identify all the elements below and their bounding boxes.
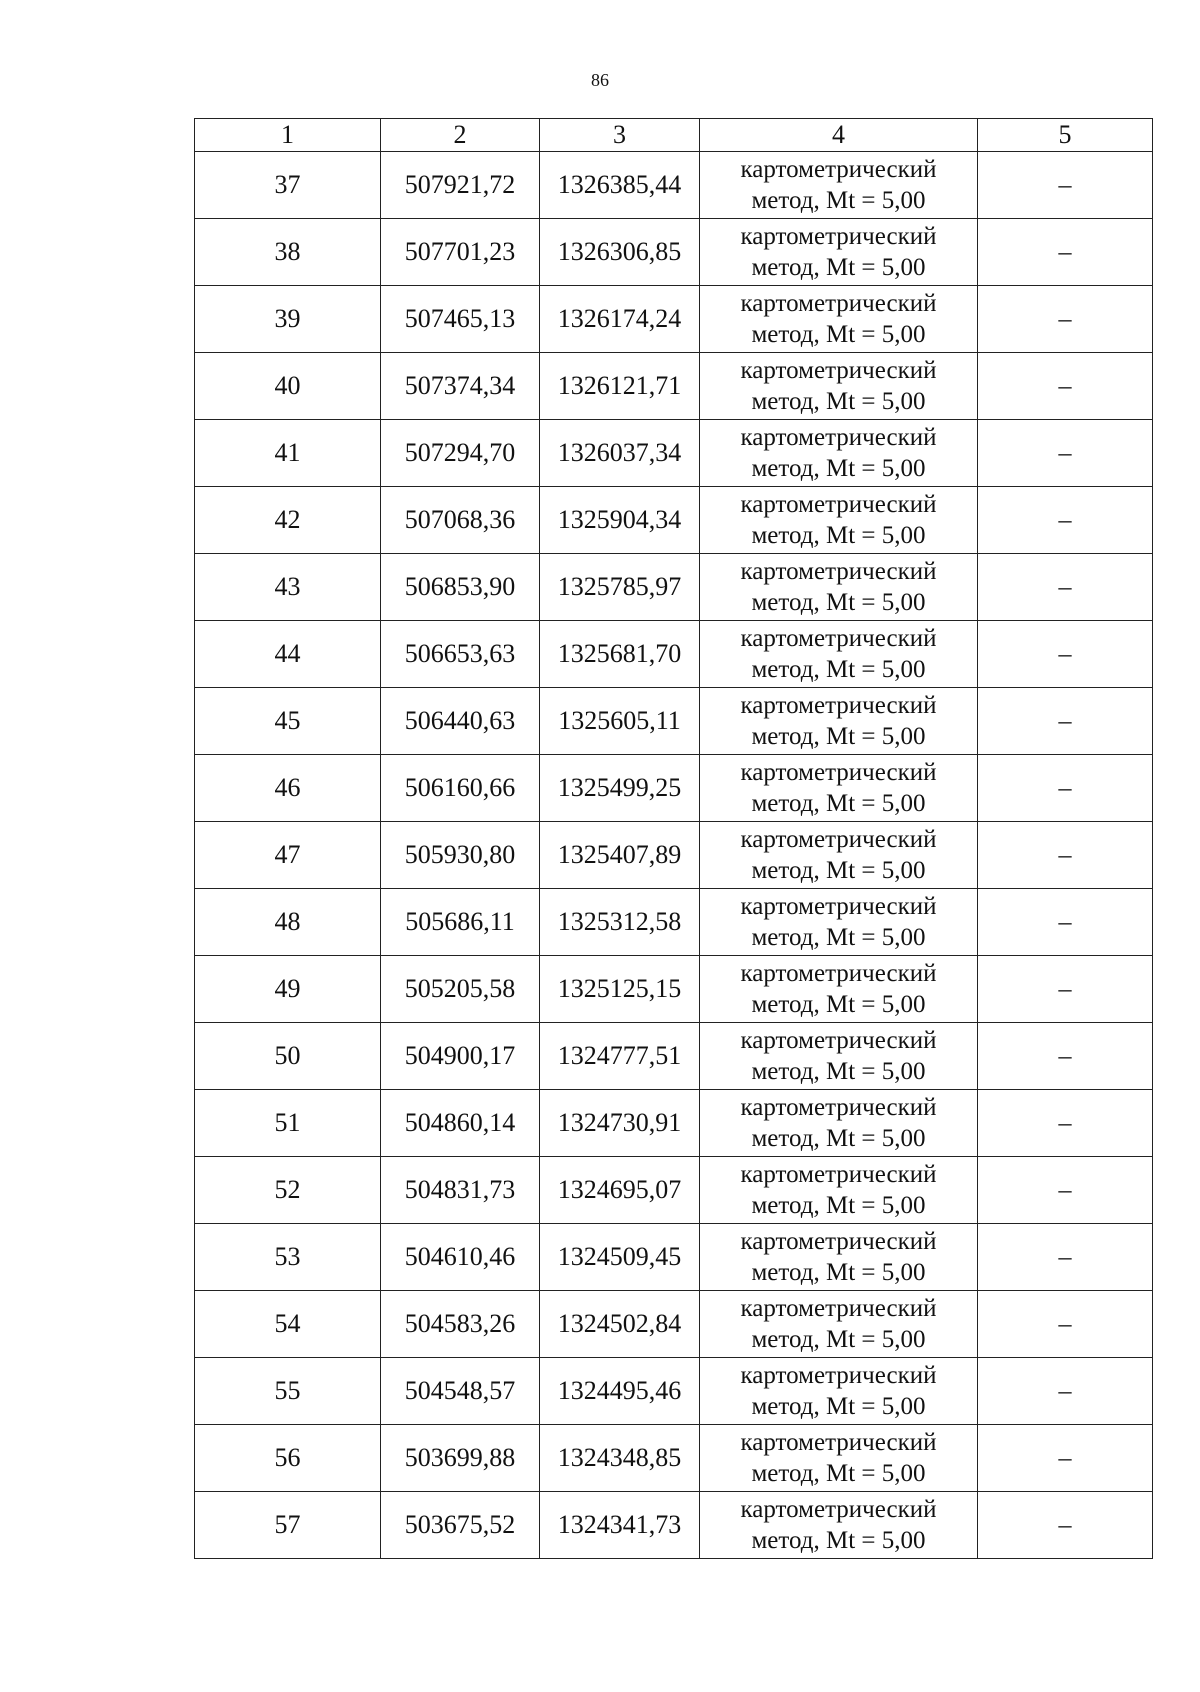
method-line-2: метод, Mt = 5,00 [751,522,926,549]
note-cell: – [978,1492,1153,1559]
method-cell [700,219,978,286]
point-number-cell: 53 [195,1224,381,1291]
coordinate-y-cell: 1326306,85 [540,219,700,286]
table-row [195,1090,1153,1157]
method-line-1: картометрический [740,558,937,585]
coordinate-y-cell: 1324341,73 [540,1492,700,1559]
note-cell: – [978,688,1153,755]
point-number-cell: 46 [195,755,381,822]
method-line-1: картометрический [740,1161,937,1188]
method-cell [700,1358,978,1425]
coordinate-y-cell: 1326037,34 [540,420,700,487]
method-line-1: картометрический [740,692,937,719]
method-line-1: картометрический [740,223,937,250]
point-number-cell: 37 [195,152,381,219]
method-line-2: метод, Mt = 5,00 [751,1460,926,1487]
table-row [195,487,1153,554]
method-line-2: метод, Mt = 5,00 [751,924,926,951]
coordinate-y-cell: 1324502,84 [540,1291,700,1358]
coordinate-y-cell: 1324509,45 [540,1224,700,1291]
table-body [195,152,1153,1559]
coordinate-y-cell: 1324695,07 [540,1157,700,1224]
point-number-cell: 38 [195,219,381,286]
coordinate-y-cell: 1326121,71 [540,353,700,420]
method-line-2: метод, Mt = 5,00 [751,589,926,616]
point-number-cell: 44 [195,621,381,688]
point-number-cell: 56 [195,1425,381,1492]
coordinate-y-cell: 1324730,91 [540,1090,700,1157]
coordinate-y-cell: 1325125,15 [540,956,700,1023]
table-row [195,1358,1153,1425]
coordinate-x-cell: 507294,70 [381,420,540,487]
header-col-5: 5 [978,119,1153,152]
note-cell: – [978,286,1153,353]
coordinate-y-cell: 1324495,46 [540,1358,700,1425]
point-number-cell: 40 [195,353,381,420]
note-cell: – [978,822,1153,889]
coordinate-x-cell: 506653,63 [381,621,540,688]
table-row [195,1291,1153,1358]
table-row [195,286,1153,353]
method-cell [700,956,978,1023]
note-cell: – [978,554,1153,621]
method-cell [700,1090,978,1157]
point-number-cell: 39 [195,286,381,353]
method-cell [700,1425,978,1492]
method-line-2: метод, Mt = 5,00 [751,656,926,683]
coordinate-x-cell: 503699,88 [381,1425,540,1492]
note-cell: – [978,956,1153,1023]
method-cell [700,1224,978,1291]
table-row [195,755,1153,822]
method-line-1: картометрический [740,960,937,987]
table-row [195,822,1153,889]
coordinate-x-cell: 506440,63 [381,688,540,755]
method-cell [700,1157,978,1224]
note-cell: – [978,420,1153,487]
coordinate-y-cell: 1325407,89 [540,822,700,889]
note-cell: – [978,152,1153,219]
note-cell: – [978,889,1153,956]
method-line-2: метод, Mt = 5,00 [751,388,926,415]
coordinate-x-cell: 507921,72 [381,152,540,219]
coordinate-y-cell: 1325499,25 [540,755,700,822]
table-row [195,956,1153,1023]
method-cell [700,1291,978,1358]
coordinate-x-cell: 507068,36 [381,487,540,554]
coordinate-x-cell: 507374,34 [381,353,540,420]
coordinate-x-cell: 505686,11 [381,889,540,956]
point-number-cell: 57 [195,1492,381,1559]
note-cell: – [978,1023,1153,1090]
method-cell [700,1023,978,1090]
table-row [195,420,1153,487]
coordinate-y-cell: 1326174,24 [540,286,700,353]
coordinate-x-cell: 504548,57 [381,1358,540,1425]
note-cell: – [978,1157,1153,1224]
coordinate-y-cell: 1324777,51 [540,1023,700,1090]
coordinates-table [194,118,1153,1559]
coordinate-y-cell: 1325904,34 [540,487,700,554]
coordinate-y-cell: 1326385,44 [540,152,700,219]
coordinate-y-cell: 1324348,85 [540,1425,700,1492]
point-number-cell: 42 [195,487,381,554]
method-line-2: метод, Mt = 5,00 [751,857,926,884]
method-line-2: метод, Mt = 5,00 [751,790,926,817]
coordinate-x-cell: 504900,17 [381,1023,540,1090]
point-number-cell: 55 [195,1358,381,1425]
method-line-1: картометрический [740,290,937,317]
note-cell: – [978,1425,1153,1492]
method-line-2: метод, Mt = 5,00 [751,187,926,214]
method-cell [700,286,978,353]
method-line-2: метод, Mt = 5,00 [751,723,926,750]
method-line-2: метод, Mt = 5,00 [751,254,926,281]
point-number-cell: 47 [195,822,381,889]
method-line-2: метод, Mt = 5,00 [751,991,926,1018]
coordinate-y-cell: 1325605,11 [540,688,700,755]
method-line-2: метод, Mt = 5,00 [751,1527,926,1554]
coordinate-x-cell: 504583,26 [381,1291,540,1358]
method-cell [700,1492,978,1559]
point-number-cell: 50 [195,1023,381,1090]
note-cell: – [978,353,1153,420]
page-number: 86 [591,70,609,90]
method-cell [700,822,978,889]
header-col-2: 2 [381,119,540,152]
point-number-cell: 41 [195,420,381,487]
table-row [195,1425,1153,1492]
note-cell: – [978,487,1153,554]
table-row [195,1224,1153,1291]
header-col-4: 4 [700,119,978,152]
point-number-cell: 51 [195,1090,381,1157]
note-cell: – [978,755,1153,822]
point-number-cell: 49 [195,956,381,1023]
coordinate-x-cell: 504610,46 [381,1224,540,1291]
method-line-1: картометрический [740,1094,937,1121]
method-line-2: метод, Mt = 5,00 [751,1192,926,1219]
method-line-1: картометрический [740,491,937,518]
point-number-cell: 52 [195,1157,381,1224]
method-line-1: картометрический [740,156,937,183]
point-number-cell: 45 [195,688,381,755]
note-cell: – [978,219,1153,286]
note-cell: – [978,1358,1153,1425]
coordinate-x-cell: 506160,66 [381,755,540,822]
coordinate-x-cell: 504831,73 [381,1157,540,1224]
header-row [195,119,1153,152]
note-cell: – [978,1291,1153,1358]
table-row [195,1492,1153,1559]
table-row [195,152,1153,219]
coordinate-x-cell: 505930,80 [381,822,540,889]
coordinate-x-cell: 505205,58 [381,956,540,1023]
table-row [195,1157,1153,1224]
point-number-cell: 43 [195,554,381,621]
table-row [195,219,1153,286]
method-line-1: картометрический [740,357,937,384]
coordinate-x-cell: 506853,90 [381,554,540,621]
method-line-1: картометрический [740,1429,937,1456]
coordinate-x-cell: 503675,52 [381,1492,540,1559]
method-cell [700,353,978,420]
point-number-cell: 54 [195,1291,381,1358]
table-row [195,688,1153,755]
method-cell [700,487,978,554]
method-line-2: метод, Mt = 5,00 [751,1326,926,1353]
method-line-1: картометрический [740,625,937,652]
method-line-2: метод, Mt = 5,00 [751,1058,926,1085]
note-cell: – [978,1224,1153,1291]
method-line-1: картометрический [740,1362,937,1389]
coordinate-x-cell: 504860,14 [381,1090,540,1157]
table-row [195,554,1153,621]
coordinate-x-cell: 507465,13 [381,286,540,353]
table-row [195,621,1153,688]
method-line-1: картометрический [740,893,937,920]
method-line-1: картометрический [740,1027,937,1054]
coordinate-y-cell: 1325785,97 [540,554,700,621]
coordinate-y-cell: 1325312,58 [540,889,700,956]
method-line-1: картометрический [740,759,937,786]
method-line-2: метод, Mt = 5,00 [751,1259,926,1286]
method-cell [700,688,978,755]
method-line-2: метод, Mt = 5,00 [751,1393,926,1420]
method-cell [700,755,978,822]
method-line-2: метод, Mt = 5,00 [751,455,926,482]
coordinate-x-cell: 507701,23 [381,219,540,286]
method-line-1: картометрический [740,424,937,451]
method-line-1: картометрический [740,1496,937,1523]
table-row [195,889,1153,956]
note-cell: – [978,1090,1153,1157]
method-cell [700,420,978,487]
table-header [195,119,1153,152]
table-row [195,353,1153,420]
method-line-1: картометрический [740,1295,937,1322]
coordinate-y-cell: 1325681,70 [540,621,700,688]
note-cell: – [978,621,1153,688]
method-cell [700,152,978,219]
header-col-1: 1 [195,119,381,152]
point-number-cell: 48 [195,889,381,956]
method-line-2: метод, Mt = 5,00 [751,321,926,348]
method-line-2: метод, Mt = 5,00 [751,1125,926,1152]
method-cell [700,889,978,956]
method-line-1: картометрический [740,826,937,853]
table-row [195,1023,1153,1090]
method-line-1: картометрический [740,1228,937,1255]
method-cell [700,554,978,621]
header-col-3: 3 [540,119,700,152]
method-cell [700,621,978,688]
